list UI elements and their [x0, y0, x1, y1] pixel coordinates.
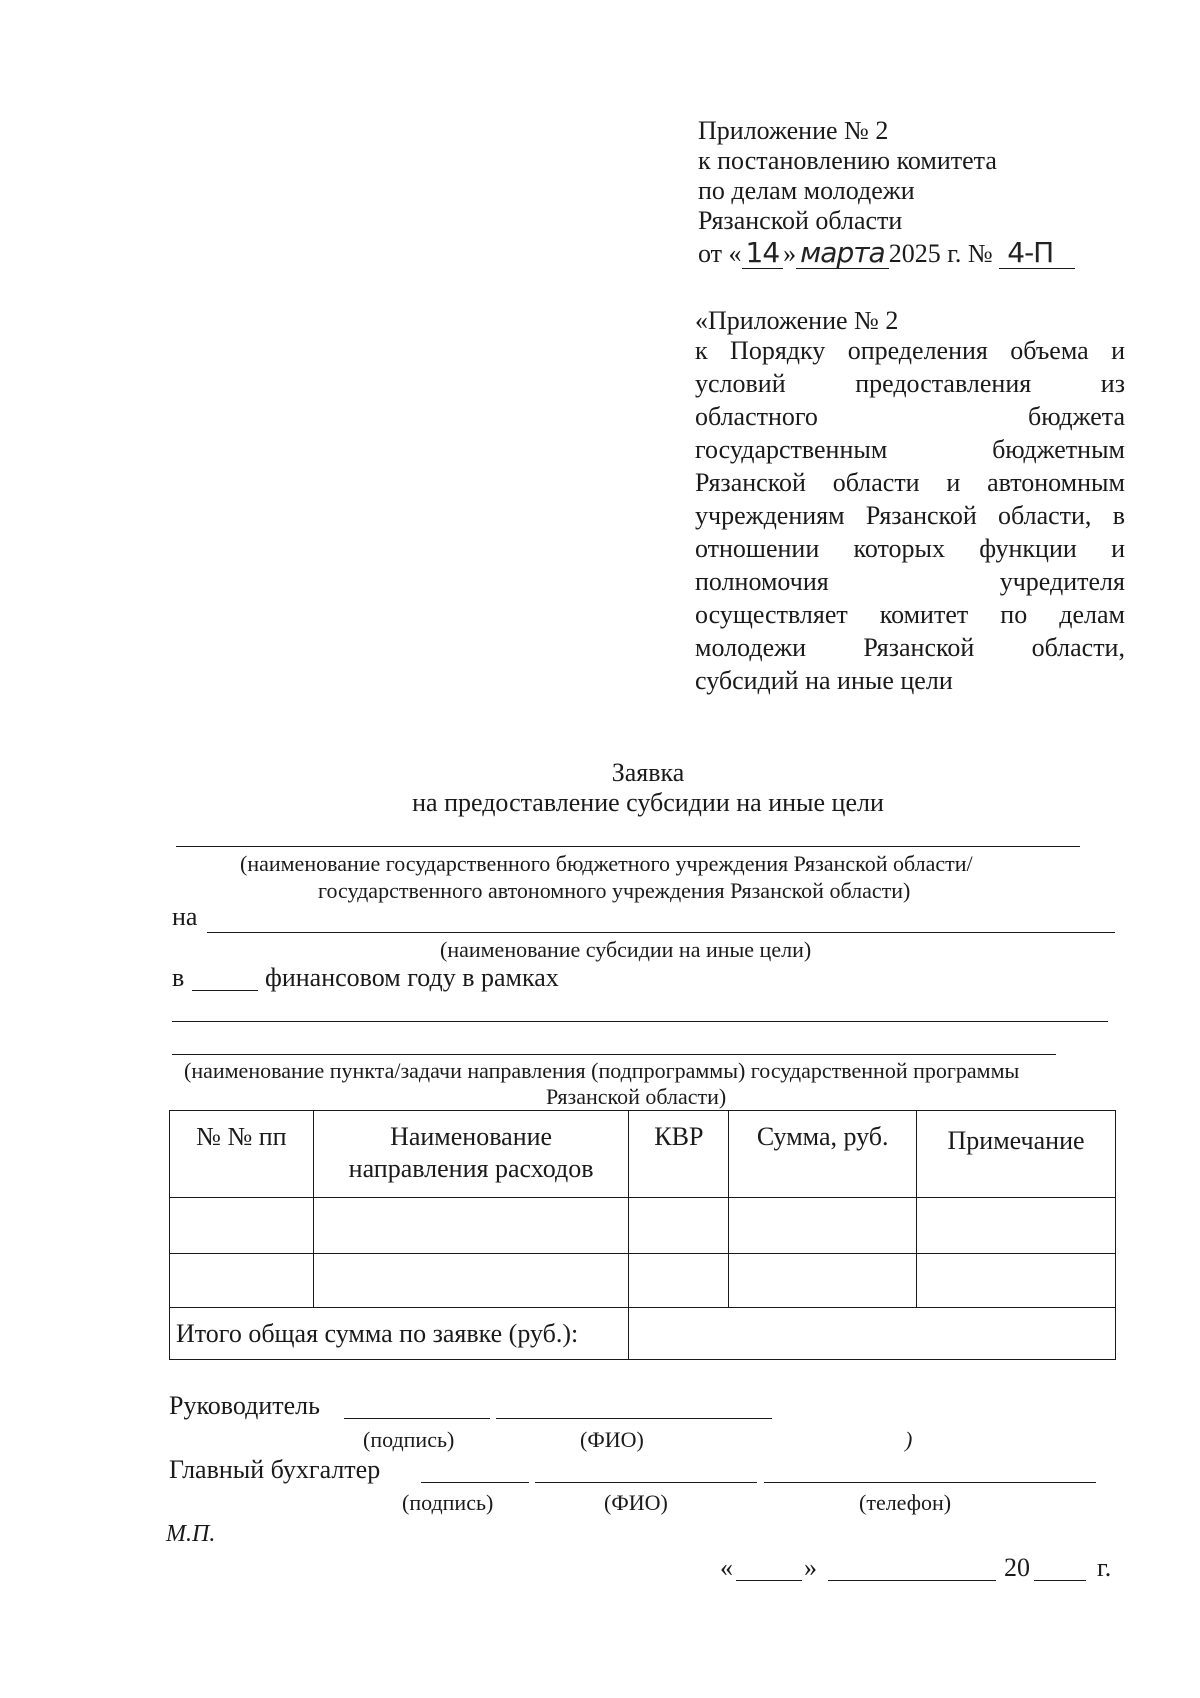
- order-appendix-word: по: [1000, 600, 1028, 629]
- head-fio-field[interactable]: [496, 1418, 772, 1419]
- order-appendix-line: [695, 567, 1125, 597]
- order-appendix-line: [695, 534, 1125, 564]
- order-appendix-line: [695, 435, 1125, 465]
- header-sum: Сумма, руб.: [729, 1111, 917, 1198]
- total-value-cell[interactable]: [629, 1308, 1116, 1360]
- order-appendix-word: Рязанской: [695, 468, 806, 497]
- head-fio-caption: (ФИО): [580, 1427, 644, 1452]
- order-appendix-word: бюджетным: [992, 435, 1125, 464]
- order-appendix-word: полномочия: [695, 567, 829, 596]
- head-label: Руководитель: [169, 1391, 320, 1420]
- order-appendix-word: области,: [1031, 633, 1125, 662]
- program-name-field-1[interactable]: [172, 1021, 1108, 1022]
- order-appendix-line: [695, 402, 1125, 432]
- head-signature-field[interactable]: [344, 1418, 490, 1419]
- date-mid: »: [783, 239, 797, 268]
- stamp-placeholder: М.П.: [166, 1521, 216, 1547]
- cell-number[interactable]: [170, 1254, 314, 1308]
- order-appendix-word: из: [1100, 369, 1125, 398]
- accountant-phone-field[interactable]: [764, 1482, 1096, 1483]
- order-appendix-word: и: [946, 468, 961, 497]
- order-appendix-word: делам: [1059, 600, 1125, 629]
- order-appendix-word: Порядку: [730, 336, 826, 365]
- order-appendix-line: [695, 633, 1125, 663]
- decree-number-handwritten: 4-П: [999, 238, 1075, 269]
- accountant-signature-caption: (подпись): [402, 1490, 494, 1515]
- cell-kvr[interactable]: [629, 1198, 729, 1254]
- order-appendix-word: учредителя: [999, 567, 1125, 596]
- table-header-row: [170, 1111, 1116, 1198]
- order-appendix-title: «Приложение № 2: [695, 306, 899, 335]
- appendix-title: Приложение № 2: [698, 116, 889, 145]
- total-label: Итого общая сумма по заявке (руб.):: [170, 1308, 629, 1360]
- date-month-handwritten: марта: [796, 238, 889, 269]
- header-direction-line1: Наименование: [390, 1122, 553, 1151]
- header-direction-line2: направления расходов: [348, 1154, 594, 1183]
- date-prefix: от «: [698, 239, 742, 268]
- order-appendix-line: [695, 501, 1125, 531]
- order-appendix-word: Рязанской: [865, 501, 977, 530]
- subsidy-caption: (наименование субсидии на иные цели): [440, 937, 812, 962]
- order-appendix-word: осуществляет: [695, 600, 848, 629]
- header-note: Примечание: [917, 1111, 1116, 1198]
- order-appendix-line: [695, 468, 1125, 498]
- appendix-line: по делам молодежи: [698, 176, 915, 205]
- head-signature-caption: (подпись): [363, 1427, 455, 1452]
- header-kvr: КВР: [629, 1111, 729, 1198]
- order-appendix-word: области: [832, 468, 920, 497]
- order-appendix-word: объема: [1010, 336, 1089, 365]
- institution-caption-1: (наименование государственного бюджетного учреждения Рязанской области/: [240, 851, 973, 876]
- document-title: Заявка: [611, 758, 685, 787]
- header-number: № № пп: [170, 1111, 314, 1198]
- order-appendix-word: комитет: [879, 600, 969, 629]
- order-appendix-word: функции: [979, 534, 1077, 563]
- program-caption-2: Рязанской области): [546, 1084, 727, 1109]
- order-appendix-word: предоставления: [855, 369, 1032, 398]
- institution-caption-2: государственного автономного учреждения Рязанской области): [318, 878, 911, 903]
- appendix-line: к постановлению комитета: [698, 146, 997, 175]
- order-appendix-word: учреждениям: [695, 501, 845, 530]
- date-open-quote: «: [720, 1553, 733, 1582]
- accountant-fio-caption: (ФИО): [604, 1490, 668, 1515]
- program-caption-1: (наименование пункта/задачи направления (подпрограммы) государственной программы: [184, 1058, 1020, 1083]
- order-appendix-word: и: [1111, 534, 1125, 563]
- header-direction: [313, 1111, 629, 1198]
- accountant-phone-caption: (телефон): [859, 1490, 952, 1515]
- appendix-line: Рязанской области: [698, 206, 903, 235]
- date-year: 2025 г. №: [888, 239, 993, 268]
- cell-direction[interactable]: [313, 1198, 629, 1254]
- year-suffix: финансовом году в рамках: [265, 963, 559, 992]
- program-name-field-2[interactable]: [172, 1054, 1056, 1055]
- cell-kvr[interactable]: [629, 1254, 729, 1308]
- order-appendix-word: которых: [853, 534, 945, 563]
- order-appendix-word: и: [1111, 336, 1125, 365]
- cell-note[interactable]: [917, 1254, 1116, 1308]
- accountant-fio-field[interactable]: [535, 1482, 757, 1483]
- order-appendix-word: определения: [847, 336, 988, 365]
- date-year-suffix: г.: [1097, 1553, 1112, 1582]
- table-row: [170, 1254, 1116, 1308]
- order-appendix-word: условий: [695, 369, 786, 398]
- date-year-field[interactable]: [1034, 1580, 1086, 1581]
- order-appendix-word: к: [695, 336, 708, 365]
- date-day-handwritten: 14: [742, 238, 784, 269]
- subsidy-name-field[interactable]: [207, 932, 1115, 933]
- date-year-prefix: 20: [1004, 1553, 1030, 1582]
- financial-year-field[interactable]: [192, 990, 258, 991]
- order-appendix-word: в: [1112, 501, 1125, 530]
- cell-number[interactable]: [170, 1198, 314, 1254]
- accountant-label: Главный бухгалтер: [169, 1455, 381, 1484]
- order-appendix-word: бюджета: [1028, 402, 1125, 431]
- cell-sum[interactable]: [729, 1254, 917, 1308]
- order-appendix-word: государственным: [695, 435, 888, 464]
- order-appendix-last-line: субсидий на иные цели: [695, 666, 953, 695]
- date-month-field[interactable]: [828, 1580, 996, 1581]
- institution-name-field[interactable]: [176, 846, 1080, 847]
- order-appendix-word: автономным: [987, 468, 1125, 497]
- year-prefix: в: [172, 963, 185, 992]
- order-appendix-line: [695, 369, 1125, 399]
- expenses-table: [169, 1110, 1116, 1360]
- order-appendix-word: молодежи: [695, 633, 806, 662]
- document-subtitle: на предоставление субсидии на иные цели: [412, 788, 884, 817]
- table-row: [170, 1198, 1116, 1254]
- order-appendix-word: отношении: [695, 534, 820, 563]
- cell-direction[interactable]: [313, 1254, 629, 1308]
- table-total-row: [170, 1308, 1116, 1360]
- order-appendix-line: [695, 336, 1125, 366]
- appendix-date-line: [698, 238, 1075, 269]
- date-day-field[interactable]: [736, 1580, 802, 1581]
- order-appendix-line: [695, 600, 1125, 630]
- na-label: на: [172, 902, 198, 931]
- order-appendix-word: Рязанской: [863, 633, 975, 662]
- order-appendix-word: областного: [695, 402, 818, 431]
- date-close-quote: »: [804, 1553, 817, 1582]
- cell-note[interactable]: [917, 1198, 1116, 1254]
- order-appendix-word: области,: [998, 501, 1092, 530]
- cell-sum[interactable]: [729, 1198, 917, 1254]
- stray-parenthesis: ): [905, 1427, 913, 1452]
- accountant-signature-field[interactable]: [421, 1482, 529, 1483]
